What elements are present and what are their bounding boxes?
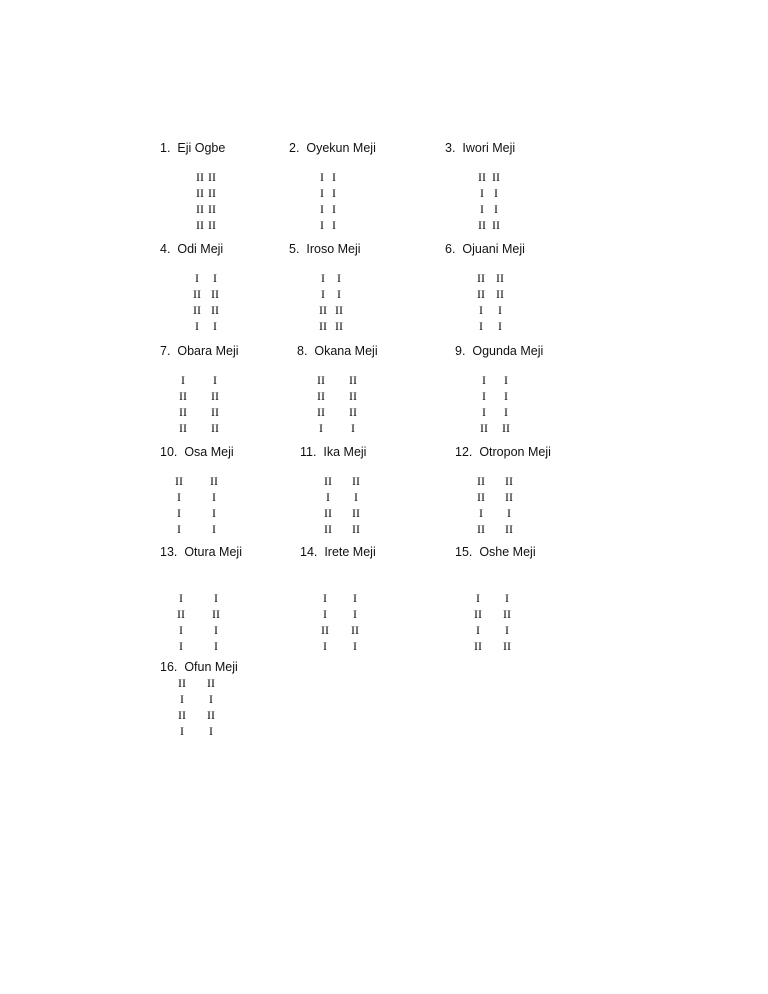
mark-left: II [478, 170, 486, 184]
mark-left: I [180, 724, 184, 738]
mark-row [475, 217, 595, 233]
mark-left: II [319, 319, 327, 333]
mark-left: II [321, 623, 329, 637]
mark-right: I [494, 186, 498, 200]
mark-left: II [324, 506, 332, 520]
mark-row [475, 185, 595, 201]
mark-right: I [351, 421, 355, 435]
mark-right: II [505, 490, 513, 504]
mark-left: I [320, 186, 324, 200]
mark-right: II [352, 474, 360, 488]
mark-right: II [496, 287, 504, 301]
mark-row [314, 372, 447, 388]
mark-right: II [496, 271, 504, 285]
mark-left: II [477, 490, 485, 504]
mark-left: II [178, 708, 186, 722]
mark-left: II [474, 607, 482, 621]
mark-left: II [478, 218, 486, 232]
mark-right: II [211, 389, 219, 403]
mark-row [318, 622, 450, 638]
mark-right: I [498, 303, 502, 317]
mark-left: II [317, 389, 325, 403]
mark-row [320, 521, 450, 537]
mark-left: I [320, 218, 324, 232]
mark-left: II [317, 405, 325, 419]
mark-left: II [196, 186, 204, 200]
mark-row [470, 606, 605, 622]
mark-left: II [177, 607, 185, 621]
mark-right: II [208, 170, 216, 184]
mark-left: II [193, 303, 201, 317]
mark-right: II [505, 474, 513, 488]
mark-left: I [320, 202, 324, 216]
mark-row [470, 638, 605, 654]
mark-right: II [352, 506, 360, 520]
mark-right: I [213, 271, 217, 285]
mark-left: I [195, 271, 199, 285]
mark-left: II [178, 676, 186, 690]
mark-row [318, 638, 450, 654]
mark-right: I [212, 490, 216, 504]
mark-row [172, 521, 310, 537]
odu-entry [297, 343, 447, 436]
odu-title: 10. Osa Meji [160, 445, 234, 459]
mark-left: II [474, 639, 482, 653]
mark-left: I [482, 389, 486, 403]
mark-right: II [492, 170, 500, 184]
odu-entry [289, 140, 439, 233]
odu-title: 4. Odi Meji [160, 242, 224, 256]
mark-left: II [480, 421, 488, 435]
mark-row [174, 638, 310, 654]
mark-left: II [196, 170, 204, 184]
mark-right: II [208, 202, 216, 216]
mark-right: I [504, 405, 508, 419]
mark-right: I [213, 373, 217, 387]
odu-marks [473, 473, 605, 537]
mark-row [174, 707, 310, 723]
mark-left: II [477, 287, 485, 301]
mark-row [475, 201, 595, 217]
mark-left: I [179, 623, 183, 637]
mark-right: II [352, 522, 360, 536]
mark-left: I [320, 170, 324, 184]
mark-left: I [321, 271, 325, 285]
mark-right: I [353, 591, 357, 605]
mark-right: I [505, 623, 509, 637]
mark-right: II [212, 607, 220, 621]
mark-left: II [477, 271, 485, 285]
mark-left: I [177, 490, 181, 504]
mark-row [172, 489, 310, 505]
mark-right: II [349, 389, 357, 403]
mark-right: I [337, 271, 341, 285]
odu-title: 5. Iroso Meji [289, 242, 361, 256]
mark-row [473, 318, 595, 334]
mark-row [320, 489, 450, 505]
mark-right: I [332, 202, 336, 216]
mark-right: I [214, 591, 218, 605]
mark-left: I [476, 623, 480, 637]
odu-entry [160, 140, 310, 233]
mark-right: I [212, 522, 216, 536]
mark-left: I [180, 692, 184, 706]
mark-left: I [177, 522, 181, 536]
odu-marks [477, 372, 605, 436]
mark-row [174, 691, 310, 707]
mark-left: I [476, 591, 480, 605]
mark-row [174, 590, 310, 606]
odu-title: 14. Irete Meji [300, 545, 376, 559]
odu-marks [174, 675, 310, 739]
mark-row [473, 489, 605, 505]
mark-right: I [332, 170, 336, 184]
mark-right: I [498, 319, 502, 333]
mark-right: I [212, 506, 216, 520]
mark-right: I [337, 287, 341, 301]
odu-marks [316, 169, 439, 233]
odu-entry [300, 444, 450, 537]
mark-row [176, 404, 310, 420]
mark-right: I [332, 186, 336, 200]
mark-right: II [335, 303, 343, 317]
mark-right: I [209, 692, 213, 706]
mark-row [473, 302, 595, 318]
mark-right: II [503, 639, 511, 653]
mark-right: II [211, 287, 219, 301]
mark-left: I [482, 405, 486, 419]
mark-left: II [196, 218, 204, 232]
mark-row [477, 420, 605, 436]
mark-left: I [479, 319, 483, 333]
mark-right: I [214, 639, 218, 653]
mark-row [174, 606, 310, 622]
odu-title: 3. Iwori Meji [445, 141, 516, 155]
odu-title: 8. Okana Meji [297, 344, 378, 358]
mark-right: I [353, 607, 357, 621]
mark-right: II [505, 522, 513, 536]
mark-right: II [349, 405, 357, 419]
mark-right: I [209, 724, 213, 738]
mark-row [314, 420, 447, 436]
mark-left: I [323, 607, 327, 621]
odu-entry [160, 659, 310, 739]
odu-marks [174, 590, 310, 654]
mark-right: II [335, 319, 343, 333]
mark-left: I [321, 287, 325, 301]
mark-row [316, 169, 439, 185]
odu-marks [315, 270, 439, 334]
mark-row [176, 420, 310, 436]
mark-right: I [354, 490, 358, 504]
mark-row [172, 473, 310, 489]
odu-title: 2. Oyekun Meji [289, 141, 376, 155]
mark-right: II [351, 623, 359, 637]
mark-left: II [193, 287, 201, 301]
mark-left: I [479, 506, 483, 520]
mark-row [477, 404, 605, 420]
odu-entry [289, 241, 439, 334]
mark-left: II [477, 474, 485, 488]
odu-entry [455, 444, 605, 537]
odu-marks [318, 590, 450, 654]
odu-entry [455, 544, 605, 654]
mark-right: I [213, 319, 217, 333]
mark-right: II [211, 303, 219, 317]
odu-marks [470, 590, 605, 654]
mark-right: II [208, 218, 216, 232]
mark-row [473, 521, 605, 537]
mark-row [470, 590, 605, 606]
mark-row [473, 505, 605, 521]
mark-row [174, 675, 310, 691]
odu-entry [455, 343, 605, 436]
mark-row [475, 169, 595, 185]
mark-left: II [477, 522, 485, 536]
odu-title: 7. Obara Meji [160, 344, 239, 358]
mark-row [172, 505, 310, 521]
mark-right: II [211, 405, 219, 419]
odu-entry [160, 444, 310, 537]
mark-row [174, 723, 310, 739]
mark-right: II [208, 186, 216, 200]
mark-left: II [196, 202, 204, 216]
mark-row [316, 185, 439, 201]
mark-right: I [332, 218, 336, 232]
mark-row [318, 590, 450, 606]
mark-right: II [211, 421, 219, 435]
mark-left: II [179, 389, 187, 403]
mark-row [473, 270, 595, 286]
mark-right: I [504, 389, 508, 403]
mark-right: II [207, 708, 215, 722]
mark-row [477, 372, 605, 388]
mark-right: II [492, 218, 500, 232]
mark-right: II [210, 474, 218, 488]
mark-row [318, 606, 450, 622]
mark-right: II [502, 421, 510, 435]
mark-left: I [319, 421, 323, 435]
mark-right: I [494, 202, 498, 216]
mark-left: I [177, 506, 181, 520]
odu-title: 16. Ofun Meji [160, 660, 238, 674]
mark-row [320, 505, 450, 521]
odu-entry [445, 241, 595, 334]
odu-title: 13. Otura Meji [160, 545, 242, 559]
odu-entry [160, 343, 310, 436]
odu-entry [160, 241, 310, 334]
mark-right: I [505, 591, 509, 605]
odu-marks [473, 270, 595, 334]
mark-row [316, 201, 439, 217]
mark-row [315, 270, 439, 286]
mark-right: II [503, 607, 511, 621]
odu-title: 1. Eji Ogbe [160, 141, 226, 155]
mark-left: I [181, 373, 185, 387]
odu-entry [300, 544, 450, 654]
mark-left: I [323, 639, 327, 653]
mark-left: I [179, 591, 183, 605]
mark-left: I [480, 202, 484, 216]
odu-title: 6. Ojuani Meji [445, 242, 525, 256]
mark-left: I [479, 303, 483, 317]
mark-row [174, 622, 310, 638]
mark-row [316, 217, 439, 233]
mark-left: II [179, 405, 187, 419]
mark-row [176, 372, 310, 388]
mark-left: I [482, 373, 486, 387]
mark-left: I [480, 186, 484, 200]
mark-right: I [504, 373, 508, 387]
odu-title: 11. Ika Meji [300, 445, 367, 459]
mark-right: I [353, 639, 357, 653]
mark-left: I [323, 591, 327, 605]
odu-title: 15. Oshe Meji [455, 545, 536, 559]
mark-row [470, 622, 605, 638]
odu-entry [160, 544, 310, 654]
mark-left: I [179, 639, 183, 653]
mark-row [176, 388, 310, 404]
mark-right: I [214, 623, 218, 637]
odu-entry [445, 140, 595, 233]
mark-left: II [179, 421, 187, 435]
mark-left: II [175, 474, 183, 488]
mark-row [473, 473, 605, 489]
mark-left: II [319, 303, 327, 317]
mark-right: II [207, 676, 215, 690]
mark-row [320, 473, 450, 489]
odu-marks [320, 473, 450, 537]
odu-marks [172, 473, 310, 537]
mark-left: II [324, 474, 332, 488]
odu-title: 12. Otropon Meji [455, 445, 551, 459]
odu-marks [176, 372, 310, 436]
mark-right: II [349, 373, 357, 387]
odu-title: 9. Ogunda Meji [455, 344, 544, 358]
mark-row [314, 404, 447, 420]
mark-row [315, 318, 439, 334]
mark-row [473, 286, 595, 302]
mark-left: II [317, 373, 325, 387]
mark-right: I [507, 506, 511, 520]
odu-marks [475, 169, 595, 233]
mark-left: I [326, 490, 330, 504]
mark-left: II [324, 522, 332, 536]
mark-left: I [195, 319, 199, 333]
mark-row [477, 388, 605, 404]
mark-row [315, 286, 439, 302]
odu-marks [314, 372, 447, 436]
mark-row [315, 302, 439, 318]
mark-row [314, 388, 447, 404]
